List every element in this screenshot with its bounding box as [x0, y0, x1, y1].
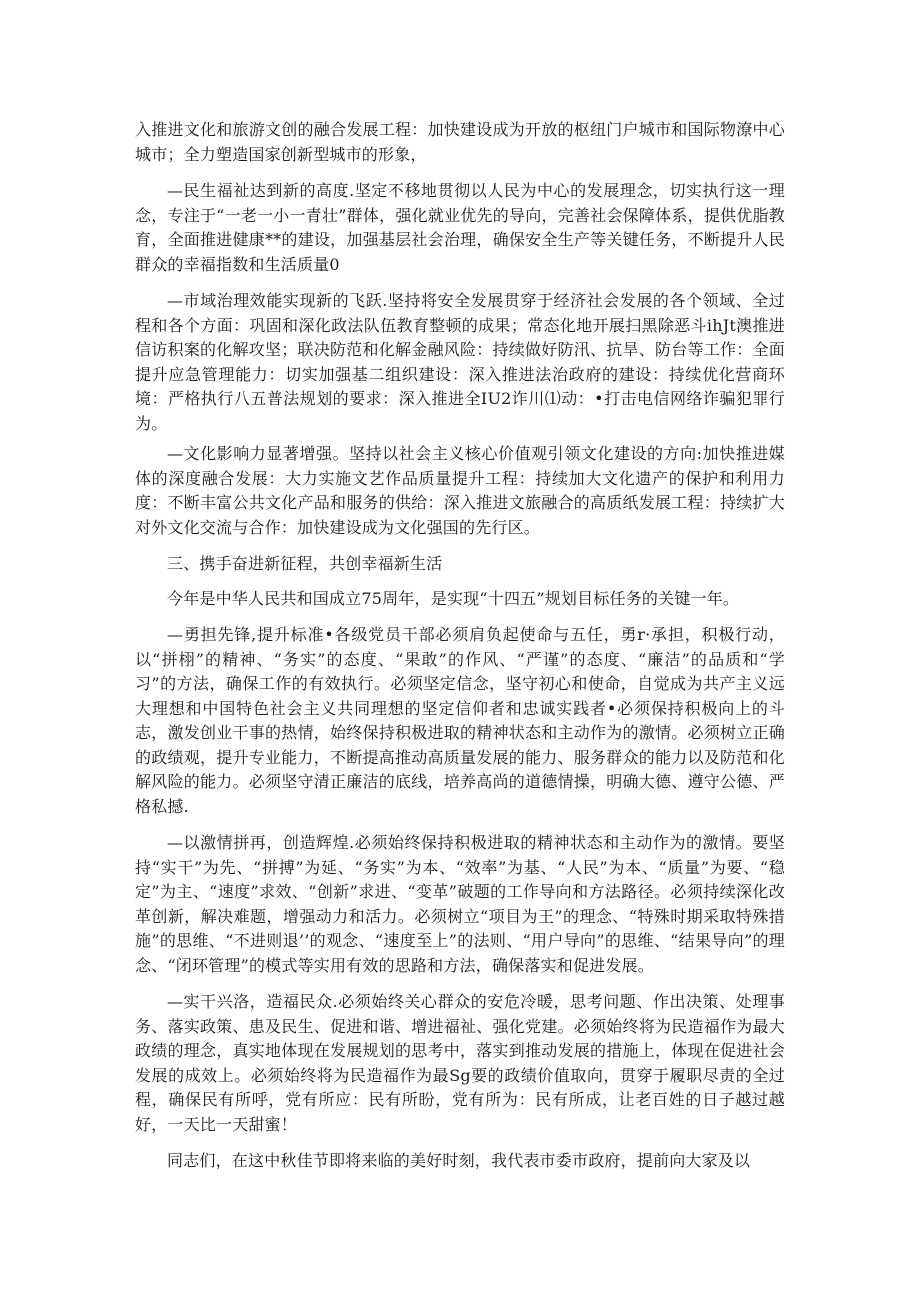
paragraph-passion: —以激情拼再，创造辉煌.必须始终保持积极进取的精神状态和主动作为的激情。要坚持“实干”为先、“拼搏”为延、“务实”为本、“效率”为基、“人民”为本、“质量”为要、“稳定”为主、“速度”求效、“创新”求进、“变革”破题的工作导向和方法路径。必须持续深化改革创新，解决难题，增强动力和活力。必须树立“项目为王”的理念、“特殊时期采取特殊措施”的思维、“不进则退’’的观念、“速度至上”的法则、“用户导向”的思维、“结果导向”的理念、“闭环管理”的模式等实用有效的思路和方法，确保落实和促进发展。	[135, 833, 785, 975]
paragraph-benefit-people: —实干兴洛，造福民众.必须始终关心群众的安危冷暖，思考问题、作出决策、处理事务、落实政策、患及民生、促进和谐、增进福祉、强化党建。必须始终将为民造福作为最大政绩的理念，真实地体现在发展规划的思考中，落实到推动发展的措施上，体现在促进社会发展的成效上。必须始终将为民造福作为最Sg要的政绩价值取向，贯穿于履职尽责的全过程，确保民有所呼，党有所应：民有所盼，党有所为：民有所成，让老百姓的日子越过越好，一天比一天甜蜜！	[135, 992, 785, 1134]
paragraph-culture: —文化影响力显著增强。坚持以社会主义核心价值观引领文化建设的方向:加快推进媒体的深度融合发展：大力实施文艺作品质量提升工程：持续加大文化遗产的保护和利用力度：不断丰富公共文化产品和服务的供给：深入推进文旅融合的高质纸发展工程：持续扩大对外文化交流与合作：加快建设成为文化强国的先行区。	[135, 444, 785, 537]
paragraph-closing: 同志们，在这中秋佳节即将来临的美好时刻，我代表市委市政府，提前向大家及以	[167, 1151, 751, 1170]
paragraph-governance: —市域治理效能实现新的飞跃.坚持将安全发展贯穿于经济社会发展的各个领域、全过程和各个方面：巩固和深化政法队伍教育整顿的成果；常态化地开展扫黑除恶斗ihJt澳推进信访积案的化解攻坚；联决防范和化解金融风险：持续做好防汛、抗旱、防台等工作：全面提升应急管理能力：切实加强基二组织建设：深入推进法治政府的建设：持续优化营商环境：严格执行八五普法规划的要求：深入推进全IU2诈川⑴动：•打击电信网络诈骗犯罪行为。	[135, 291, 785, 433]
paragraph-vanguard: —勇担先锋,提升标准•各级党员干部必须肩负起使命与五任，勇r·承担，积极行动，以“拼栩”的精神、“务实”的态度、“果敢”的作风、“严谨”的态度、“廉洁”的品质和“学习”的方法，确保工作的有效执行。必须坚定信念，坚守初心和使命，自觉成为共产主义远大理想和中国特色社会主义共同理想的坚定信仰者和忠诚实践者•必须保持积极向上的斗志，激发创业干事的热情，始终保持积极进取的精神状态和主动作为的激情。必须树立正确的政绩观，提升专业能力，不断提高推动高质量发展的能力、服务群众的能力以及防范和化解风险的能力。必须坚守清正廉洁的底线，培养高尚的道德情操，明确大德、遵守公德、严格私撼.	[135, 625, 785, 816]
section-heading: 三、携手奋进新征程，共创幸福新生活	[167, 554, 443, 573]
paragraph-anniversary: 今年是中华人民共和国成立75周年，是实现“十四五”规划目标任务的关键一年。	[167, 588, 740, 608]
paragraph-livelihood: —民生福祉达到新的高度.坚定不移地贯彻以人民为中心的发展理念，切实执行这一理念，专注于“一老一小一青壮”群体，强化就业优先的导向，完善社会保障体系，提供优脂教育，全面推进健康**的建设，加强基层社会治理，确保安全生产等关键任务，不断提升人民群众的幸福指数和生活质量0	[135, 181, 785, 274]
paragraph-continuation: 入推进文化和旅游文创的融合发展工程：加快建设成为开放的枢纽门户城市和国际物潦中心城市；全力塑造国家创新型城市的形象，	[135, 120, 785, 164]
